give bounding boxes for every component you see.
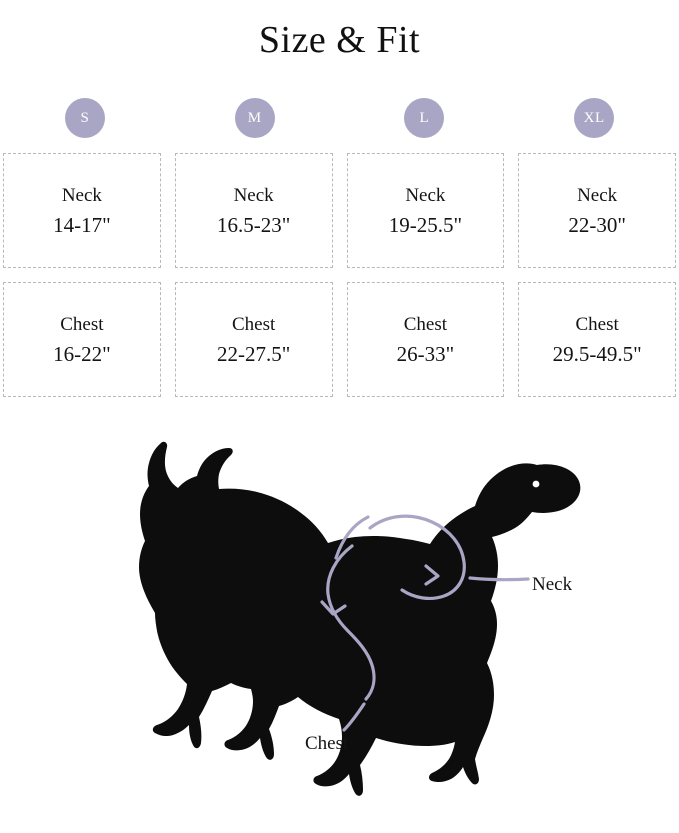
measurement-cell-chest-m	[175, 282, 333, 397]
measurement-cell-chest-l	[347, 282, 505, 397]
measurement-cell-chest-xl	[518, 282, 676, 397]
measurement-cell-neck-s	[3, 153, 161, 268]
size-badge-m: M	[235, 98, 275, 138]
measurement-label: Chest	[403, 314, 448, 336]
measurement-label: Neck	[233, 185, 274, 207]
measurement-value: 22-27.5"	[216, 341, 291, 366]
size-badge-row	[0, 98, 679, 138]
measurement-row-chest	[3, 282, 676, 397]
page-title: Size & Fit	[258, 19, 421, 61]
measurement-value: 14-17"	[53, 212, 111, 237]
size-badge-s: S	[65, 98, 105, 138]
measurement-label: Neck	[577, 185, 618, 207]
measurement-row-neck	[3, 153, 676, 268]
size-badge-cell-s	[0, 98, 170, 138]
measurement-label: Chest	[575, 314, 619, 336]
size-and-fit-page	[0, 10, 679, 833]
size-badge-cell-l	[340, 98, 510, 138]
size-badge-cell-xl	[509, 98, 679, 138]
dog-illustration	[0, 418, 679, 833]
measurement-value: 26-33"	[396, 341, 455, 366]
measurement-cell-neck-l	[347, 153, 505, 268]
measurement-value: 22-30"	[568, 212, 626, 237]
measurement-value: 29.5-49.5"	[552, 341, 642, 366]
measurement-value: 16.5-23"	[216, 212, 291, 237]
chest-callout-label: Chest	[305, 733, 349, 754]
measurement-grid	[3, 153, 676, 397]
measurement-value: 16-22"	[53, 341, 111, 366]
measurement-cell-neck-xl	[518, 153, 676, 268]
dog-silhouette-icon	[0, 418, 679, 833]
measurement-label: Neck	[405, 185, 446, 207]
measurement-label: Neck	[61, 185, 102, 207]
size-badge-l: L	[404, 98, 444, 138]
measurement-label: Chest	[231, 314, 276, 336]
size-badge-cell-m	[170, 98, 340, 138]
measurement-cell-chest-s	[3, 282, 161, 397]
size-badge-xl: XL	[574, 98, 614, 138]
measurement-value: 19-25.5"	[388, 212, 463, 237]
neck-callout-label: Neck	[532, 574, 573, 595]
measurement-cell-neck-m	[175, 153, 333, 268]
measurement-label: Chest	[60, 314, 104, 336]
